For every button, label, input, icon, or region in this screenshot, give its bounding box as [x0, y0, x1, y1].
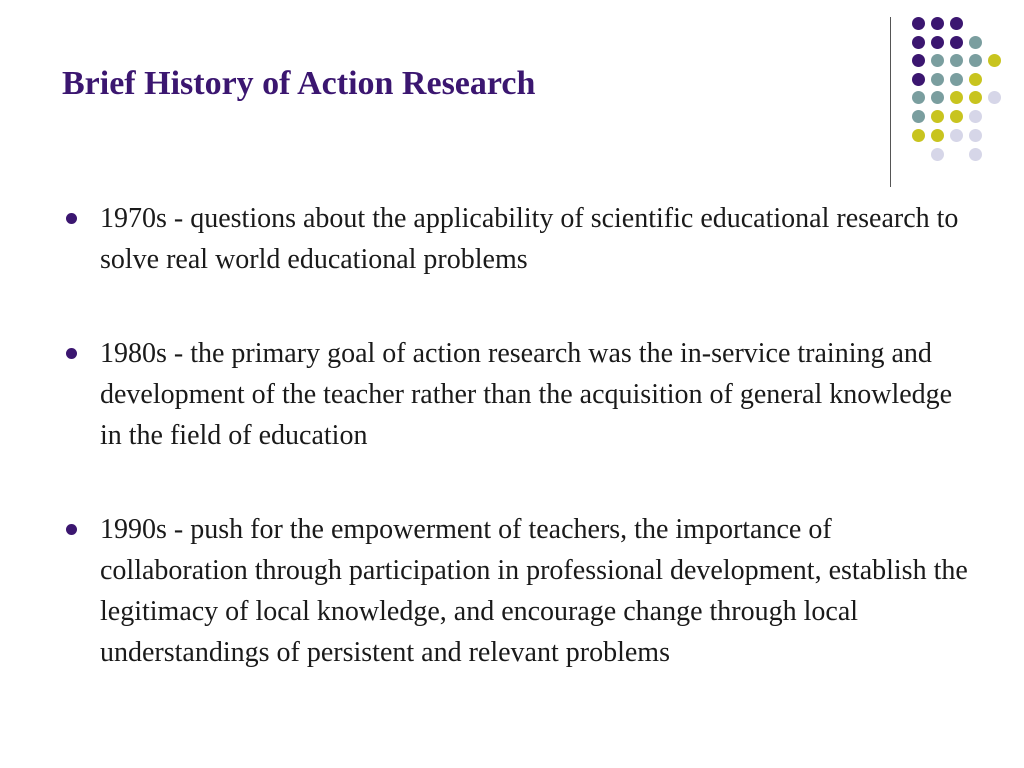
decor-dot [931, 110, 944, 123]
decor-dot [912, 36, 925, 49]
decor-dot [950, 36, 963, 49]
bullet-text: 1990s - push for the empowerment of teachers, the importance of collaboration through participation in professional development, establish the legitimacy of local knowledge, and encourage change through local understandings of persistent and relevant problems [100, 514, 968, 668]
slide-title: Brief History of Action Research [62, 65, 536, 102]
bullet-text: 1980s - the primary goal of action research was the in-service training and development of the teacher rather than the acquisition of general knowledge in the field of education [100, 338, 953, 451]
bullet-dot-icon [66, 213, 77, 224]
decor-dot [950, 17, 963, 30]
decor-dot [950, 91, 963, 104]
decor-dot [931, 17, 944, 30]
vertical-divider [890, 17, 891, 187]
decor-dot [931, 129, 944, 142]
decor-dot [912, 91, 925, 104]
bullet-text: 1970s - questions about the applicability of scientific educational research to solve real world educational problems [100, 203, 959, 275]
decor-dot [931, 148, 944, 161]
decor-dot [988, 54, 1001, 67]
bullet-dot-icon [66, 348, 77, 359]
decor-dot [950, 73, 963, 86]
decor-dot [969, 129, 982, 142]
decor-dot [912, 54, 925, 67]
decor-dot [969, 54, 982, 67]
bullet-list [62, 198, 972, 726]
decor-dot [950, 129, 963, 142]
decor-dot [950, 110, 963, 123]
decor-dot [912, 17, 925, 30]
decor-dot [969, 73, 982, 86]
decor-dot [931, 54, 944, 67]
decor-dot [950, 54, 963, 67]
decor-dot [931, 73, 944, 86]
decor-dot [912, 73, 925, 86]
decor-dot [912, 129, 925, 142]
decor-dot [931, 91, 944, 104]
decor-dot [931, 36, 944, 49]
decor-dot [912, 110, 925, 123]
decor-dot [988, 91, 1001, 104]
bullet-item [62, 198, 972, 280]
decor-dot [969, 91, 982, 104]
bullet-dot-icon [66, 524, 77, 535]
bullet-item [62, 509, 972, 673]
decor-dot [969, 148, 982, 161]
decor-dot [969, 36, 982, 49]
decor-dot [969, 110, 982, 123]
bullet-item [62, 333, 972, 456]
